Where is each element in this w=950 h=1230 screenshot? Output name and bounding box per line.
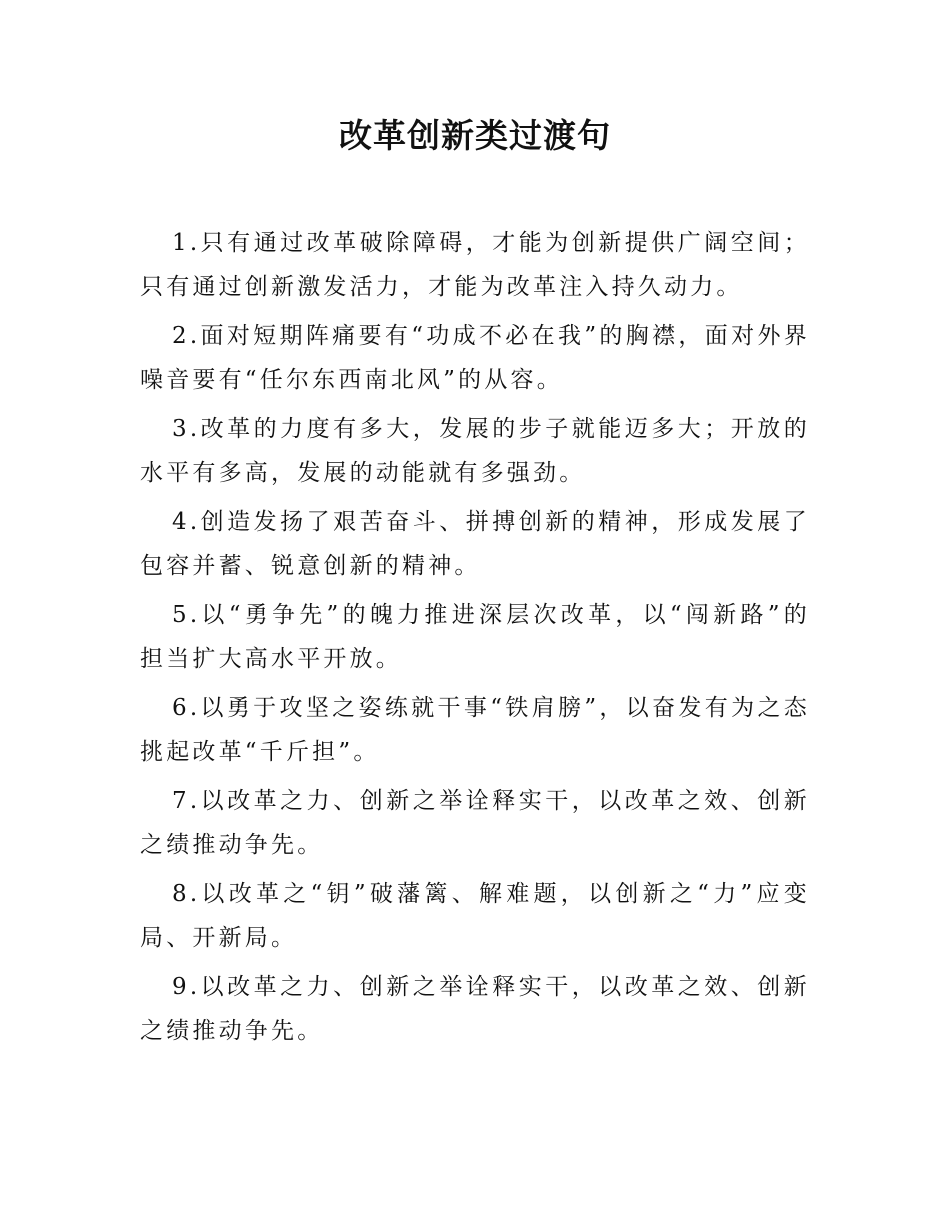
paragraph-item-5: 5.以“勇争先”的魄力推进深层次改革，以“闯新路”的担当扩大高水平开放。 [140,602,810,672]
paragraph-item-6: 6.以勇于攻坚之姿练就干事“铁肩膀”，以奋发有为之态挑起改革“千斤担”。 [140,695,810,765]
paragraph-item-8: 8.以改革之“钥”破藩篱、解难题，以创新之“力”应变局、开新局。 [140,881,810,951]
paragraph-item-9: 9.以改革之力、创新之举诠释实干，以改革之效、创新之绩推动争先。 [140,974,810,1044]
paragraph-item-1: 1.只有通过改革破除障碍，才能为创新提供广阔空间；只有通过创新激发活力，才能为改革注入持久动力。 [140,230,810,300]
paragraph-item-2: 2.面对短期阵痛要有“功成不必在我”的胸襟，面对外界噪音要有“任尔东西南北风”的从容。 [140,323,810,393]
paragraph-item-4: 4.创造发扬了艰苦奋斗、拼搏创新的精神，形成发展了包容并蓄、锐意创新的精神。 [140,509,810,579]
paragraph-item-3: 3.改革的力度有多大，发展的步子就能迈多大；开放的水平有多高，发展的动能就有多强劲。 [140,416,810,486]
document-title: 改革创新类过渡句 [339,116,611,155]
document-body [140,222,810,1059]
paragraph-item-7: 7.以改革之力、创新之举诠释实干，以改革之效、创新之绩推动争先。 [140,788,810,858]
